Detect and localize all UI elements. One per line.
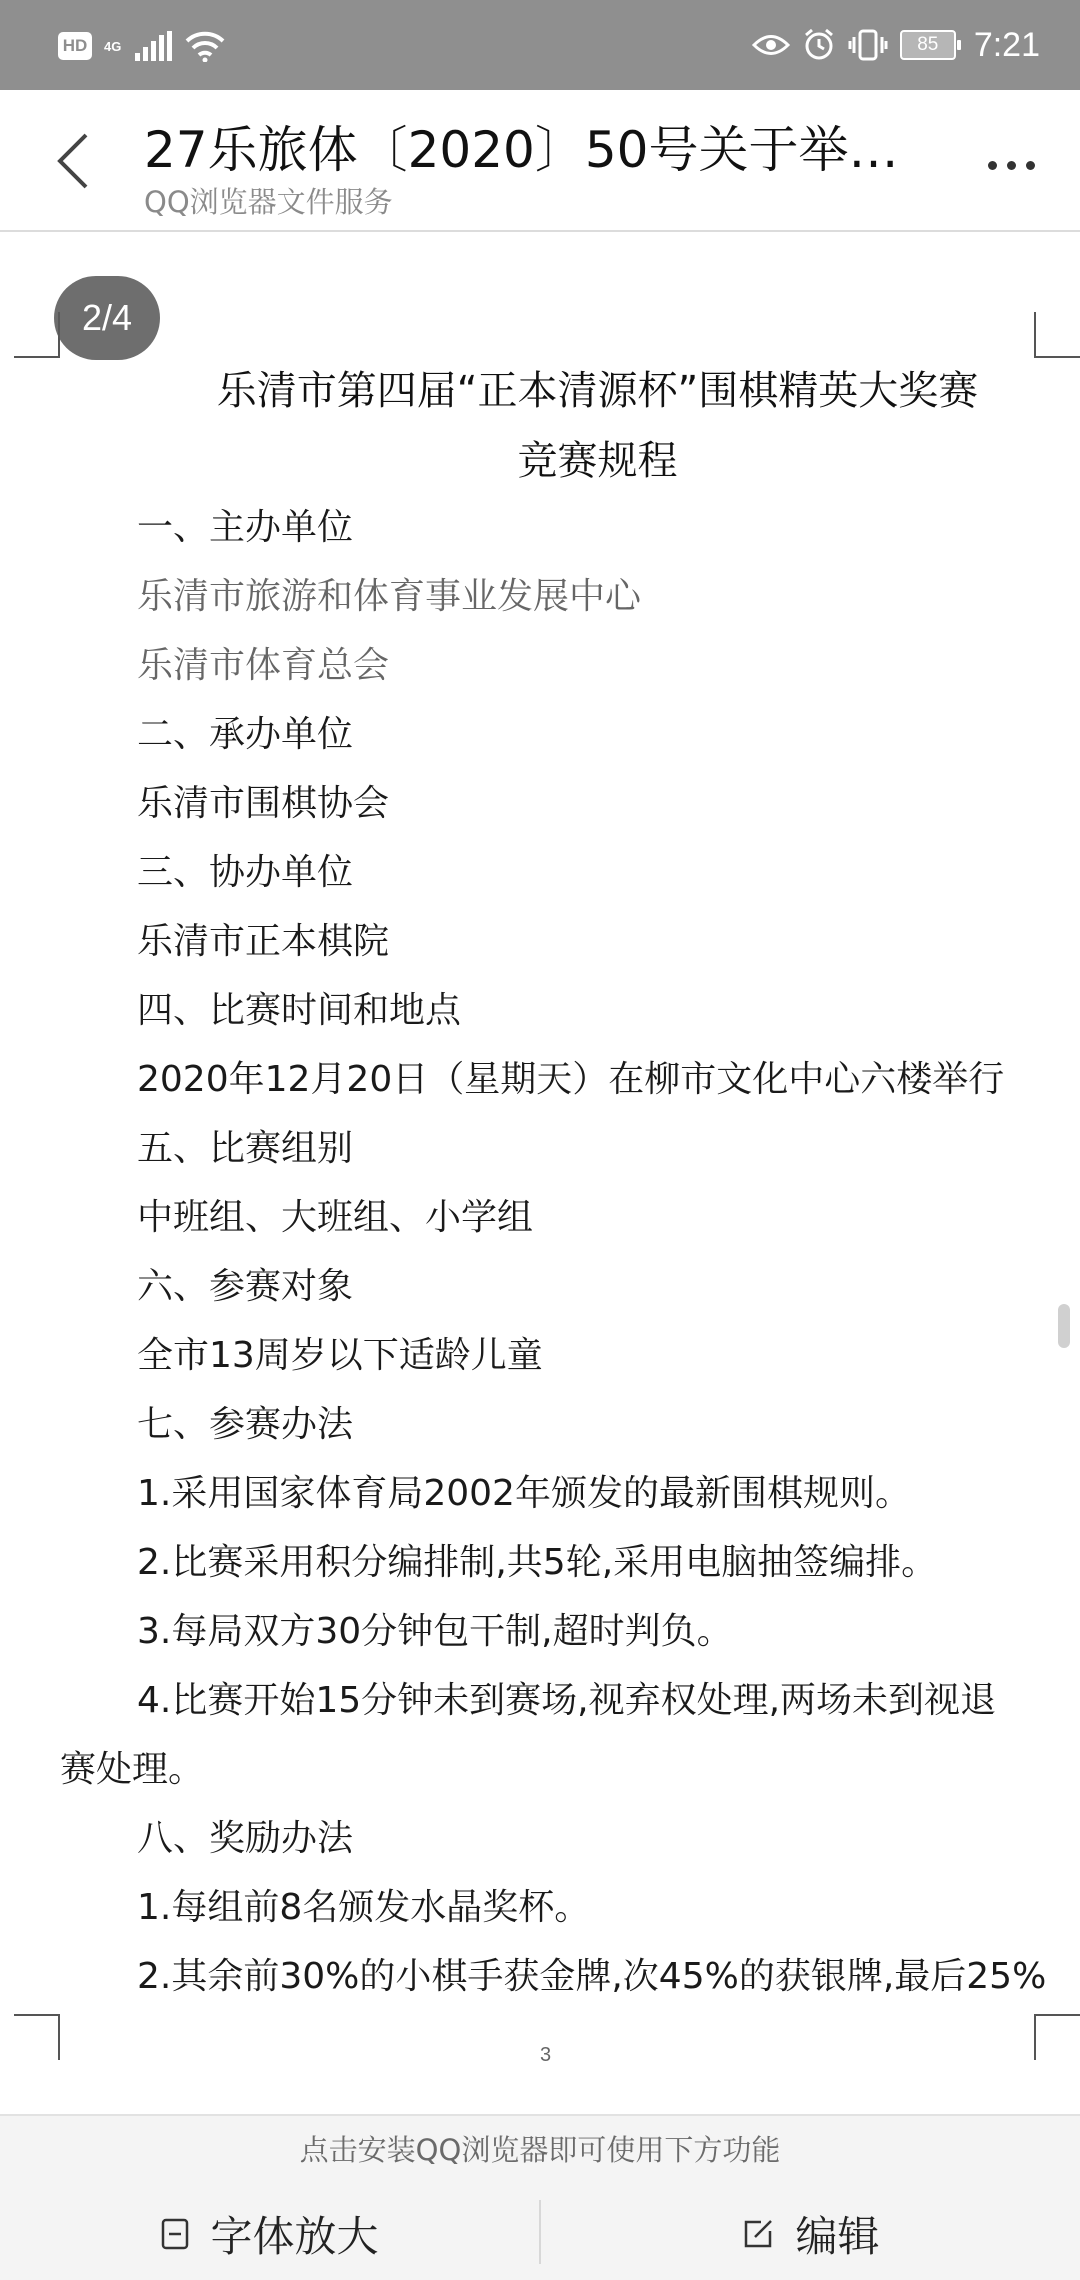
paragraph-line: 赛处理。 xyxy=(60,1749,205,1790)
status-time: 7:21 xyxy=(973,25,1040,64)
section-heading: 四、比赛时间和地点 xyxy=(137,990,462,1031)
font-enlarge-label: 字体放大 xyxy=(210,2212,379,2261)
font-size-icon xyxy=(160,2217,190,2251)
paragraph-line: 2.比赛采用积分编排制,共5轮,采用电脑抽签编排。 xyxy=(137,1542,938,1583)
paragraph-line: 乐清市旅游和体育事业发展中心 xyxy=(137,576,642,617)
document-title: 27乐旅体〔2020〕50号关于举… xyxy=(144,121,899,179)
status-bar xyxy=(0,0,1080,90)
paragraph-line: 中班组、大班组、小学组 xyxy=(137,1197,534,1238)
back-button[interactable] xyxy=(42,126,102,196)
paragraph-line: 2.其余前30%的小棋手获金牌,次45%的获银牌,最后25% xyxy=(137,1956,1047,1997)
more-dot-icon xyxy=(988,161,997,170)
hd-icon: HD xyxy=(58,32,92,60)
install-promo-text[interactable]: 点击安装QQ浏览器即可使用下方功能 xyxy=(299,2133,781,2167)
document-viewer[interactable] xyxy=(0,234,1080,2114)
edit-icon xyxy=(741,2217,775,2251)
more-dot-icon xyxy=(1007,161,1016,170)
section-heading: 一、主办单位 xyxy=(137,507,354,548)
scrollbar-thumb[interactable] xyxy=(1058,1304,1070,1348)
section-heading: 八、奖励办法 xyxy=(137,1818,354,1859)
eye-comfort-icon xyxy=(752,30,790,60)
bottom-toolbar xyxy=(0,2114,1080,2280)
signal-icon xyxy=(133,31,173,61)
paragraph-line: 乐清市体育总会 xyxy=(137,645,390,686)
network-type xyxy=(104,40,121,53)
section-heading: 三、协办单位 xyxy=(137,852,354,893)
paragraph-line: 乐清市正本棋院 xyxy=(137,921,390,962)
chevron-left-icon xyxy=(54,131,90,191)
document-heading: 乐清市第四届“正本清源杯”围棋精英大奖赛 xyxy=(216,368,979,414)
status-right xyxy=(752,20,1040,70)
network-label: 4G xyxy=(104,38,122,54)
paragraph-line: 乐清市围棋协会 xyxy=(137,783,390,824)
more-dot-icon xyxy=(1026,161,1035,170)
battery-icon: 85 xyxy=(900,30,956,60)
toolbar-buttons xyxy=(0,2186,1080,2280)
crop-mark xyxy=(14,2014,60,2060)
paragraph-line: 全市13周岁以下适龄儿童 xyxy=(137,1335,543,1376)
document-subheading: 竞赛规程 xyxy=(517,438,678,484)
page-indicator: 2/4 xyxy=(54,276,160,360)
paragraph-line: 2020年12月20日（星期天）在柳市文化中心六楼举行 xyxy=(137,1059,1005,1100)
section-heading: 五、比赛组别 xyxy=(137,1128,354,1169)
crop-mark xyxy=(1034,2014,1080,2060)
paragraph-line: 1.每组前8名颁发水晶奖杯。 xyxy=(137,1887,591,1928)
section-heading: 七、参赛办法 xyxy=(137,1404,354,1445)
paragraph-line: 4.比赛开始15分钟未到赛场,视弃权处理,两场未到视退 xyxy=(137,1680,997,1721)
paragraph-line: 1.采用国家体育局2002年颁发的最新围棋规则。 xyxy=(137,1473,911,1514)
app-header xyxy=(0,90,1080,232)
document-source: QQ浏览器文件服务 xyxy=(144,185,393,219)
wifi-icon xyxy=(185,30,225,62)
more-options-button[interactable] xyxy=(976,140,1046,190)
alarm-icon xyxy=(802,28,836,62)
page-number: 3 xyxy=(540,2044,552,2066)
section-heading: 六、参赛对象 xyxy=(137,1266,354,1307)
edit-button[interactable] xyxy=(541,2186,1080,2280)
font-enlarge-button[interactable] xyxy=(0,2186,539,2280)
crop-mark xyxy=(1034,312,1080,358)
section-heading: 二、承办单位 xyxy=(137,714,354,755)
vibrate-icon xyxy=(848,28,888,62)
paragraph-line: 3.每局双方30分钟包干制,超时判负。 xyxy=(137,1611,733,1652)
status-left xyxy=(58,26,225,66)
edit-label: 编辑 xyxy=(795,2212,880,2261)
